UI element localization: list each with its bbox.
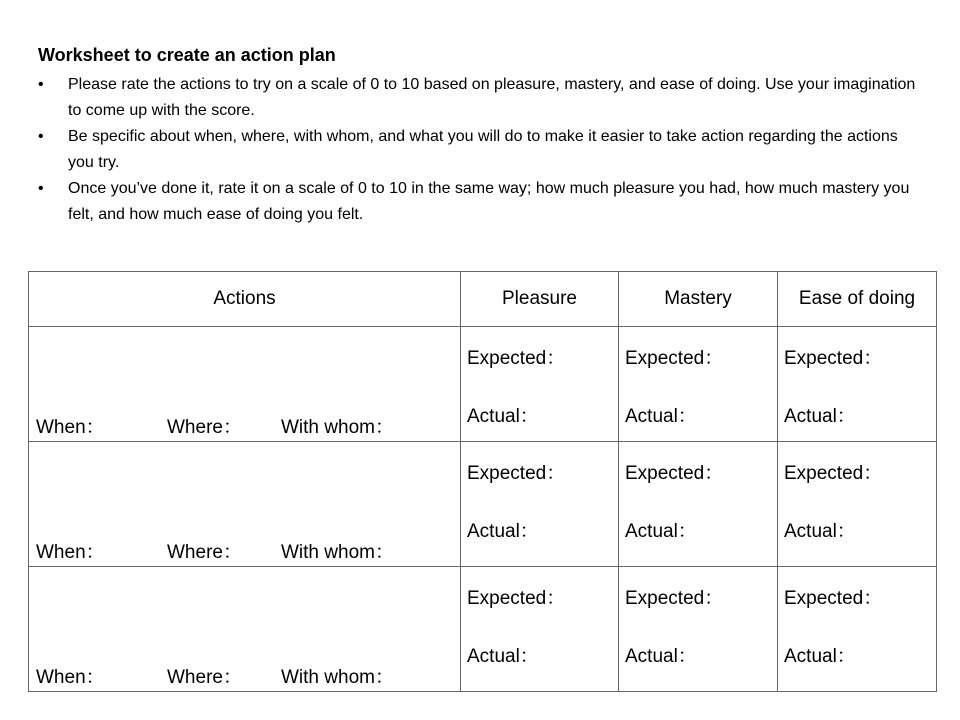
actual-label: Actual：	[784, 406, 856, 427]
mastery-cell[interactable]	[619, 567, 778, 692]
ease-cell[interactable]	[778, 327, 937, 442]
instruction-item: • Please rate the actions to try on a scale of 0 to 10 based on pleasure, mastery, and ease of doing. Use your imagination to come up with the score.	[38, 72, 928, 124]
worksheet-title: Worksheet to create an action plan	[38, 45, 336, 65]
bullet-icon: •	[38, 128, 44, 145]
expected-label: Expected：	[784, 463, 883, 484]
actual-label: Actual：	[784, 646, 856, 667]
header-row	[29, 272, 937, 327]
where-label: Where：	[167, 417, 242, 438]
action-cell[interactable]	[29, 567, 461, 692]
when-label: When：	[36, 542, 105, 563]
action-cell[interactable]	[29, 442, 461, 567]
when-label: When：	[36, 667, 105, 688]
actual-label: Actual：	[467, 406, 539, 427]
actual-label: Actual：	[467, 646, 539, 667]
with-whom-label: With whom：	[281, 417, 394, 438]
instruction-item: • Be specific about when, where, with whom, and what you will do to make it easier to take action regarding the actions you try.	[38, 124, 928, 176]
table-row	[29, 567, 937, 692]
action-plan-table	[28, 271, 937, 692]
when-label: When：	[36, 417, 105, 438]
mastery-cell[interactable]	[619, 442, 778, 567]
actual-label: Actual：	[625, 521, 697, 542]
actual-label: Actual：	[625, 646, 697, 667]
mastery-cell[interactable]	[619, 327, 778, 442]
instructions-list	[38, 72, 928, 228]
pleasure-cell[interactable]	[461, 567, 619, 692]
expected-label: Expected：	[467, 348, 566, 369]
action-cell[interactable]	[29, 327, 461, 442]
expected-label: Expected：	[784, 588, 883, 609]
ease-cell[interactable]	[778, 567, 937, 692]
pleasure-cell[interactable]	[461, 327, 619, 442]
header-pleasure: Pleasure	[461, 272, 619, 327]
table-row	[29, 442, 937, 567]
expected-label: Expected：	[625, 463, 724, 484]
expected-label: Expected：	[625, 588, 724, 609]
header-mastery: Mastery	[619, 272, 778, 327]
expected-label: Expected：	[625, 348, 724, 369]
where-label: Where：	[167, 667, 242, 688]
with-whom-label: With whom：	[281, 542, 394, 563]
expected-label: Expected：	[467, 463, 566, 484]
ease-cell[interactable]	[778, 442, 937, 567]
header-actions: Actions	[29, 272, 461, 327]
actual-label: Actual：	[625, 406, 697, 427]
instruction-item: • Once you’ve done it, rate it on a scale of 0 to 10 in the same way; how much pleasure you had, how much mastery you felt, and how much ease of doing you felt.	[38, 176, 928, 228]
header-ease: Ease of doing	[778, 272, 937, 327]
table-row	[29, 327, 937, 442]
expected-label: Expected：	[467, 588, 566, 609]
pleasure-cell[interactable]	[461, 442, 619, 567]
actual-label: Actual：	[467, 521, 539, 542]
with-whom-label: With whom：	[281, 667, 394, 688]
bullet-icon: •	[38, 76, 44, 93]
expected-label: Expected：	[784, 348, 883, 369]
where-label: Where：	[167, 542, 242, 563]
actual-label: Actual：	[784, 521, 856, 542]
bullet-icon: •	[38, 180, 44, 197]
